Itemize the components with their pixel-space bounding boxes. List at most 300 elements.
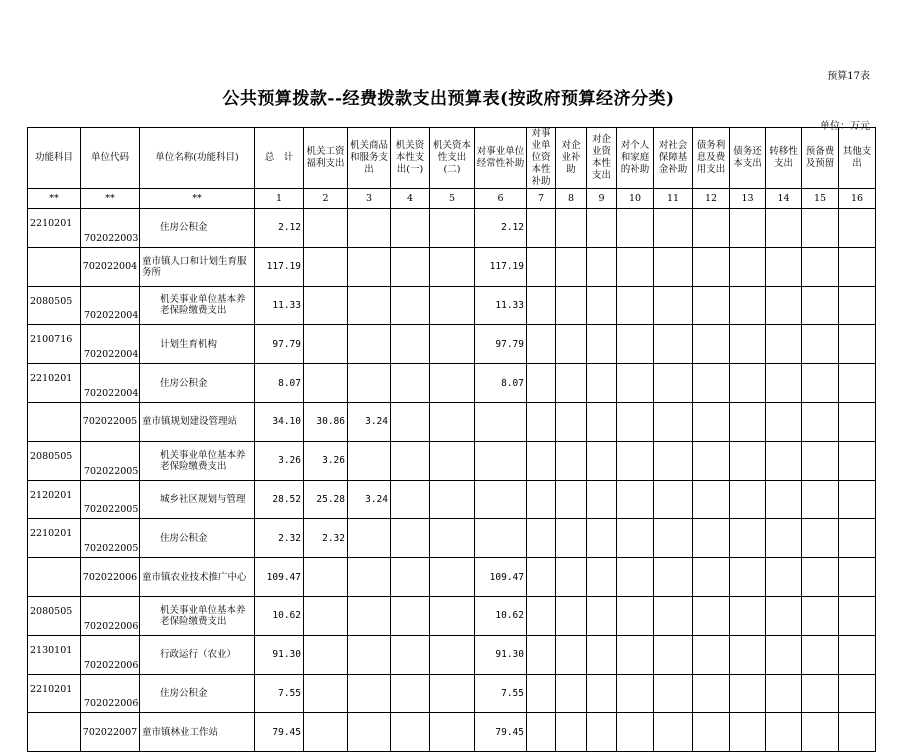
- empty-cell: [802, 635, 839, 674]
- total-cell: 28.52: [255, 480, 304, 519]
- empty-cell: [839, 558, 876, 597]
- empty-cell: [556, 247, 587, 286]
- salary-cell: [304, 286, 348, 325]
- unit-code-cell: 702022005: [81, 480, 140, 519]
- index-cell: 5: [430, 189, 475, 209]
- empty-cell: [730, 364, 766, 403]
- empty-cell: [730, 558, 766, 597]
- unit-name-cell: 机关事业单位基本养老保险缴费支出: [140, 596, 255, 635]
- total-cell: 10.62: [255, 596, 304, 635]
- column-header: 预备费及预留: [802, 128, 839, 189]
- empty-cell: [527, 325, 556, 364]
- empty-cell: [693, 713, 730, 752]
- empty-cell: [693, 209, 730, 248]
- column-header: 机关商品和服务支出: [348, 128, 391, 189]
- empty-cell: [617, 480, 654, 519]
- empty-cell: [391, 247, 430, 286]
- empty-cell: [802, 325, 839, 364]
- goods-services-cell: [348, 635, 391, 674]
- goods-services-cell: [348, 441, 391, 480]
- empty-cell: [430, 286, 475, 325]
- institution-subsidy-cell: 109.47: [475, 558, 527, 597]
- empty-cell: [556, 674, 587, 713]
- empty-cell: [802, 674, 839, 713]
- empty-cell: [654, 441, 693, 480]
- total-cell: 97.79: [255, 325, 304, 364]
- total-cell: 2.12: [255, 209, 304, 248]
- empty-cell: [391, 402, 430, 441]
- goods-services-cell: [348, 247, 391, 286]
- empty-cell: [430, 364, 475, 403]
- empty-cell: [802, 596, 839, 635]
- unit-name-cell: 童市镇农业技术推广中心: [140, 558, 255, 597]
- function-code-cell: [28, 713, 81, 752]
- table-row: [28, 635, 876, 674]
- table-row: [28, 558, 876, 597]
- function-code-cell: 2210201: [28, 519, 81, 558]
- empty-cell: [693, 441, 730, 480]
- empty-cell: [617, 209, 654, 248]
- unit-name-cell: 住房公积金: [140, 209, 255, 248]
- unit-code-cell: 702022005: [81, 441, 140, 480]
- empty-cell: [730, 247, 766, 286]
- empty-cell: [527, 713, 556, 752]
- empty-cell: [766, 596, 802, 635]
- institution-subsidy-cell: 10.62: [475, 596, 527, 635]
- empty-cell: [556, 364, 587, 403]
- header-row: [28, 128, 876, 189]
- empty-cell: [617, 247, 654, 286]
- unit-name-cell: 童市镇林业工作站: [140, 713, 255, 752]
- empty-cell: [802, 247, 839, 286]
- empty-cell: [391, 558, 430, 597]
- unit-name-cell: 住房公积金: [140, 674, 255, 713]
- empty-cell: [430, 402, 475, 441]
- empty-cell: [556, 286, 587, 325]
- empty-cell: [693, 402, 730, 441]
- unit-name-cell: 住房公积金: [140, 364, 255, 403]
- salary-cell: [304, 635, 348, 674]
- empty-cell: [391, 480, 430, 519]
- empty-cell: [527, 364, 556, 403]
- index-cell: 6: [475, 189, 527, 209]
- total-cell: 2.32: [255, 519, 304, 558]
- salary-cell: [304, 674, 348, 713]
- empty-cell: [730, 209, 766, 248]
- empty-cell: [730, 635, 766, 674]
- index-cell: **: [28, 189, 81, 209]
- empty-cell: [839, 364, 876, 403]
- empty-cell: [693, 674, 730, 713]
- table-row: [28, 519, 876, 558]
- goods-services-cell: [348, 286, 391, 325]
- function-code-cell: 2210201: [28, 364, 81, 403]
- empty-cell: [693, 325, 730, 364]
- empty-cell: [766, 209, 802, 248]
- empty-cell: [839, 519, 876, 558]
- empty-cell: [766, 480, 802, 519]
- total-cell: 11.33: [255, 286, 304, 325]
- empty-cell: [391, 635, 430, 674]
- index-cell: 12: [693, 189, 730, 209]
- empty-cell: [430, 596, 475, 635]
- table-row: [28, 325, 876, 364]
- index-cell: 11: [654, 189, 693, 209]
- empty-cell: [527, 441, 556, 480]
- empty-cell: [391, 325, 430, 364]
- empty-cell: [802, 519, 839, 558]
- empty-cell: [617, 674, 654, 713]
- empty-cell: [527, 480, 556, 519]
- empty-cell: [693, 247, 730, 286]
- empty-cell: [527, 635, 556, 674]
- index-cell: 13: [730, 189, 766, 209]
- empty-cell: [766, 286, 802, 325]
- empty-cell: [693, 364, 730, 403]
- empty-cell: [693, 519, 730, 558]
- index-cell: 16: [839, 189, 876, 209]
- goods-services-cell: [348, 558, 391, 597]
- total-cell: 117.19: [255, 247, 304, 286]
- empty-cell: [654, 286, 693, 325]
- budget-table: [27, 127, 876, 752]
- function-code-cell: 2080505: [28, 441, 81, 480]
- unit-name-cell: 童市镇规划建设管理站: [140, 402, 255, 441]
- function-code-cell: [28, 558, 81, 597]
- empty-cell: [587, 480, 617, 519]
- goods-services-cell: [348, 325, 391, 364]
- salary-cell: 25.28: [304, 480, 348, 519]
- goods-services-cell: 3.24: [348, 480, 391, 519]
- empty-cell: [430, 519, 475, 558]
- empty-cell: [587, 558, 617, 597]
- unit-code-cell: 702022004: [81, 247, 140, 286]
- institution-subsidy-cell: 117.19: [475, 247, 527, 286]
- empty-cell: [766, 325, 802, 364]
- function-code-cell: 2130101: [28, 635, 81, 674]
- empty-cell: [839, 713, 876, 752]
- unit-name-cell: 住房公积金: [140, 519, 255, 558]
- institution-subsidy-cell: 7.55: [475, 674, 527, 713]
- empty-cell: [556, 635, 587, 674]
- empty-cell: [839, 674, 876, 713]
- empty-cell: [766, 402, 802, 441]
- empty-cell: [839, 247, 876, 286]
- empty-cell: [430, 713, 475, 752]
- empty-cell: [587, 364, 617, 403]
- empty-cell: [766, 247, 802, 286]
- total-cell: 34.10: [255, 402, 304, 441]
- empty-cell: [556, 441, 587, 480]
- institution-subsidy-cell: 97.79: [475, 325, 527, 364]
- column-header: 其他支出: [839, 128, 876, 189]
- empty-cell: [556, 325, 587, 364]
- empty-cell: [654, 480, 693, 519]
- index-cell: 9: [587, 189, 617, 209]
- total-cell: 3.26: [255, 441, 304, 480]
- total-cell: 109.47: [255, 558, 304, 597]
- empty-cell: [730, 596, 766, 635]
- empty-cell: [617, 713, 654, 752]
- function-code-cell: [28, 247, 81, 286]
- table-code: 预算17表: [827, 71, 870, 82]
- empty-cell: [527, 674, 556, 713]
- empty-cell: [587, 713, 617, 752]
- unit-code-cell: 702022003: [81, 209, 140, 248]
- index-cell: 14: [766, 189, 802, 209]
- empty-cell: [617, 519, 654, 558]
- institution-subsidy-cell: [475, 519, 527, 558]
- column-header: 机关资本性支出(二): [430, 128, 475, 189]
- empty-cell: [730, 441, 766, 480]
- empty-cell: [693, 286, 730, 325]
- table-row: [28, 286, 876, 325]
- unit-name-cell: 行政运行（农业）: [140, 635, 255, 674]
- empty-cell: [802, 364, 839, 403]
- empty-cell: [839, 286, 876, 325]
- empty-cell: [693, 558, 730, 597]
- salary-cell: [304, 558, 348, 597]
- empty-cell: [839, 480, 876, 519]
- salary-cell: 2.32: [304, 519, 348, 558]
- salary-cell: [304, 364, 348, 403]
- table-row: [28, 596, 876, 635]
- empty-cell: [391, 596, 430, 635]
- institution-subsidy-cell: [475, 441, 527, 480]
- empty-cell: [430, 247, 475, 286]
- column-header: 对个人和家庭的补助: [617, 128, 654, 189]
- unit-name-cell: 机关事业单位基本养老保险缴费支出: [140, 286, 255, 325]
- index-cell: 8: [556, 189, 587, 209]
- empty-cell: [766, 674, 802, 713]
- empty-cell: [654, 519, 693, 558]
- empty-cell: [802, 441, 839, 480]
- total-cell: 7.55: [255, 674, 304, 713]
- empty-cell: [839, 635, 876, 674]
- salary-cell: 30.86: [304, 402, 348, 441]
- empty-cell: [693, 635, 730, 674]
- empty-cell: [730, 480, 766, 519]
- empty-cell: [654, 325, 693, 364]
- empty-cell: [391, 286, 430, 325]
- empty-cell: [730, 674, 766, 713]
- column-header: 单位代码: [81, 128, 140, 189]
- empty-cell: [391, 674, 430, 713]
- table-row: [28, 364, 876, 403]
- index-row: [28, 189, 876, 209]
- index-cell: 10: [617, 189, 654, 209]
- empty-cell: [587, 519, 617, 558]
- goods-services-cell: [348, 596, 391, 635]
- empty-cell: [730, 286, 766, 325]
- empty-cell: [587, 441, 617, 480]
- goods-services-cell: [348, 674, 391, 713]
- unit-code-cell: 702022005: [81, 402, 140, 441]
- unit-code-cell: 702022006: [81, 674, 140, 713]
- column-header: 对社会保障基金补助: [654, 128, 693, 189]
- empty-cell: [527, 558, 556, 597]
- empty-cell: [391, 519, 430, 558]
- column-header: 机关工资福利支出: [304, 128, 348, 189]
- empty-cell: [430, 441, 475, 480]
- empty-cell: [802, 286, 839, 325]
- column-header: 总 计: [255, 128, 304, 189]
- empty-cell: [766, 635, 802, 674]
- institution-subsidy-cell: 11.33: [475, 286, 527, 325]
- function-code-cell: 2080505: [28, 286, 81, 325]
- index-cell: 4: [391, 189, 430, 209]
- goods-services-cell: [348, 209, 391, 248]
- empty-cell: [556, 402, 587, 441]
- empty-cell: [556, 596, 587, 635]
- empty-cell: [617, 441, 654, 480]
- empty-cell: [430, 209, 475, 248]
- index-cell: 2: [304, 189, 348, 209]
- empty-cell: [430, 674, 475, 713]
- empty-cell: [527, 596, 556, 635]
- unit-code-cell: 702022004: [81, 364, 140, 403]
- institution-subsidy-cell: [475, 402, 527, 441]
- empty-cell: [587, 209, 617, 248]
- empty-cell: [766, 519, 802, 558]
- table-row: [28, 247, 876, 286]
- empty-cell: [839, 325, 876, 364]
- empty-cell: [766, 713, 802, 752]
- empty-cell: [391, 441, 430, 480]
- empty-cell: [430, 635, 475, 674]
- function-code-cell: 2210201: [28, 674, 81, 713]
- unit-code-cell: 702022006: [81, 635, 140, 674]
- empty-cell: [391, 713, 430, 752]
- unit-code-cell: 702022004: [81, 325, 140, 364]
- unit-code-cell: 702022007: [81, 713, 140, 752]
- empty-cell: [654, 596, 693, 635]
- salary-cell: [304, 209, 348, 248]
- column-header: 功能科目: [28, 128, 81, 189]
- table-row: [28, 674, 876, 713]
- empty-cell: [391, 364, 430, 403]
- function-code-cell: 2210201: [28, 209, 81, 248]
- total-cell: 79.45: [255, 713, 304, 752]
- index-cell: 3: [348, 189, 391, 209]
- table-row: [28, 441, 876, 480]
- empty-cell: [587, 674, 617, 713]
- empty-cell: [556, 713, 587, 752]
- empty-cell: [556, 558, 587, 597]
- empty-cell: [730, 325, 766, 364]
- column-header: 对事业单位资本性补助: [527, 128, 556, 189]
- empty-cell: [693, 596, 730, 635]
- empty-cell: [839, 441, 876, 480]
- empty-cell: [391, 209, 430, 248]
- empty-cell: [802, 713, 839, 752]
- empty-cell: [587, 247, 617, 286]
- empty-cell: [654, 364, 693, 403]
- empty-cell: [430, 558, 475, 597]
- unit-name-cell: 城乡社区规划与管理: [140, 480, 255, 519]
- function-code-cell: [28, 402, 81, 441]
- institution-subsidy-cell: 91.30: [475, 635, 527, 674]
- institution-subsidy-cell: 2.12: [475, 209, 527, 248]
- empty-cell: [730, 402, 766, 441]
- empty-cell: [587, 286, 617, 325]
- empty-cell: [556, 480, 587, 519]
- empty-cell: [802, 402, 839, 441]
- empty-cell: [766, 558, 802, 597]
- empty-cell: [430, 325, 475, 364]
- unit-label: 单位：万元: [820, 121, 870, 132]
- unit-code-cell: 702022004: [81, 286, 140, 325]
- index-cell: 1: [255, 189, 304, 209]
- salary-cell: [304, 713, 348, 752]
- empty-cell: [587, 325, 617, 364]
- empty-cell: [766, 441, 802, 480]
- goods-services-cell: [348, 519, 391, 558]
- empty-cell: [527, 402, 556, 441]
- empty-cell: [839, 596, 876, 635]
- function-code-cell: 2120201: [28, 480, 81, 519]
- table-row: [28, 713, 876, 752]
- unit-name-cell: 机关事业单位基本养老保险缴费支出: [140, 441, 255, 480]
- empty-cell: [430, 480, 475, 519]
- table-body: [28, 209, 876, 752]
- empty-cell: [556, 209, 587, 248]
- salary-cell: [304, 247, 348, 286]
- column-header: 对事业单位经常性补助: [475, 128, 527, 189]
- page-title: 公共预算拨款--经费拨款支出预算表(按政府预算经济分类): [222, 89, 675, 109]
- empty-cell: [730, 713, 766, 752]
- empty-cell: [527, 209, 556, 248]
- unit-name-cell: 童市镇人口和计划生育服务所: [140, 247, 255, 286]
- empty-cell: [527, 519, 556, 558]
- unit-code-cell: 702022005: [81, 519, 140, 558]
- index-cell: **: [140, 189, 255, 209]
- empty-cell: [654, 247, 693, 286]
- empty-cell: [693, 480, 730, 519]
- institution-subsidy-cell: 79.45: [475, 713, 527, 752]
- empty-cell: [654, 674, 693, 713]
- table-row: [28, 209, 876, 248]
- table-row: [28, 402, 876, 441]
- total-cell: 8.07: [255, 364, 304, 403]
- empty-cell: [617, 596, 654, 635]
- empty-cell: [617, 325, 654, 364]
- empty-cell: [654, 713, 693, 752]
- empty-cell: [839, 209, 876, 248]
- salary-cell: 3.26: [304, 441, 348, 480]
- table-row: [28, 480, 876, 519]
- index-cell: 15: [802, 189, 839, 209]
- empty-cell: [527, 247, 556, 286]
- index-cell: 7: [527, 189, 556, 209]
- index-cell: **: [81, 189, 140, 209]
- column-header: 对企业补助: [556, 128, 587, 189]
- unit-code-cell: 702022006: [81, 558, 140, 597]
- empty-cell: [556, 519, 587, 558]
- goods-services-cell: [348, 364, 391, 403]
- column-header: 债务还本支出: [730, 128, 766, 189]
- column-header: 单位名称(功能科目): [140, 128, 255, 189]
- unit-name-cell: 计划生育机构: [140, 325, 255, 364]
- empty-cell: [617, 402, 654, 441]
- empty-cell: [654, 635, 693, 674]
- goods-services-cell: [348, 713, 391, 752]
- empty-cell: [587, 635, 617, 674]
- empty-cell: [839, 402, 876, 441]
- empty-cell: [587, 596, 617, 635]
- institution-subsidy-cell: [475, 480, 527, 519]
- empty-cell: [617, 558, 654, 597]
